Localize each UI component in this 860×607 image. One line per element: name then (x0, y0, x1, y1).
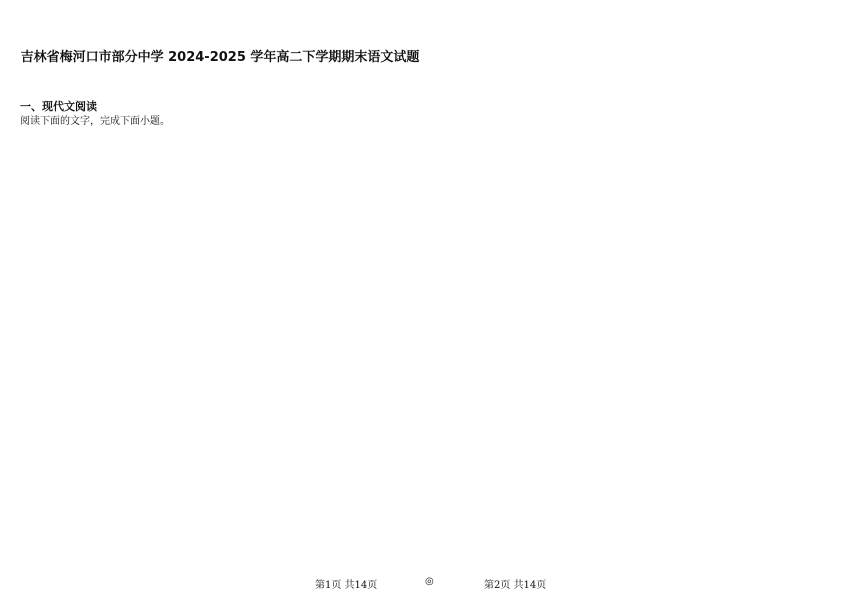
section-heading: 一、现代文阅读 (20, 100, 97, 113)
page-title: 吉林省梅河口市部分中学 2024-2025 学年高二下学期期末语文试题 (20, 50, 420, 65)
left-column (20, 0, 434, 607)
page-number-left: 第1页 共14页 (315, 580, 378, 591)
instruction-text: 阅读下面的文字，完成下面小题。 (20, 116, 170, 127)
right-column (440, 0, 840, 607)
page-separator-mark: ◎ (425, 576, 434, 587)
page-number-right: 第2页 共14页 (484, 580, 547, 591)
